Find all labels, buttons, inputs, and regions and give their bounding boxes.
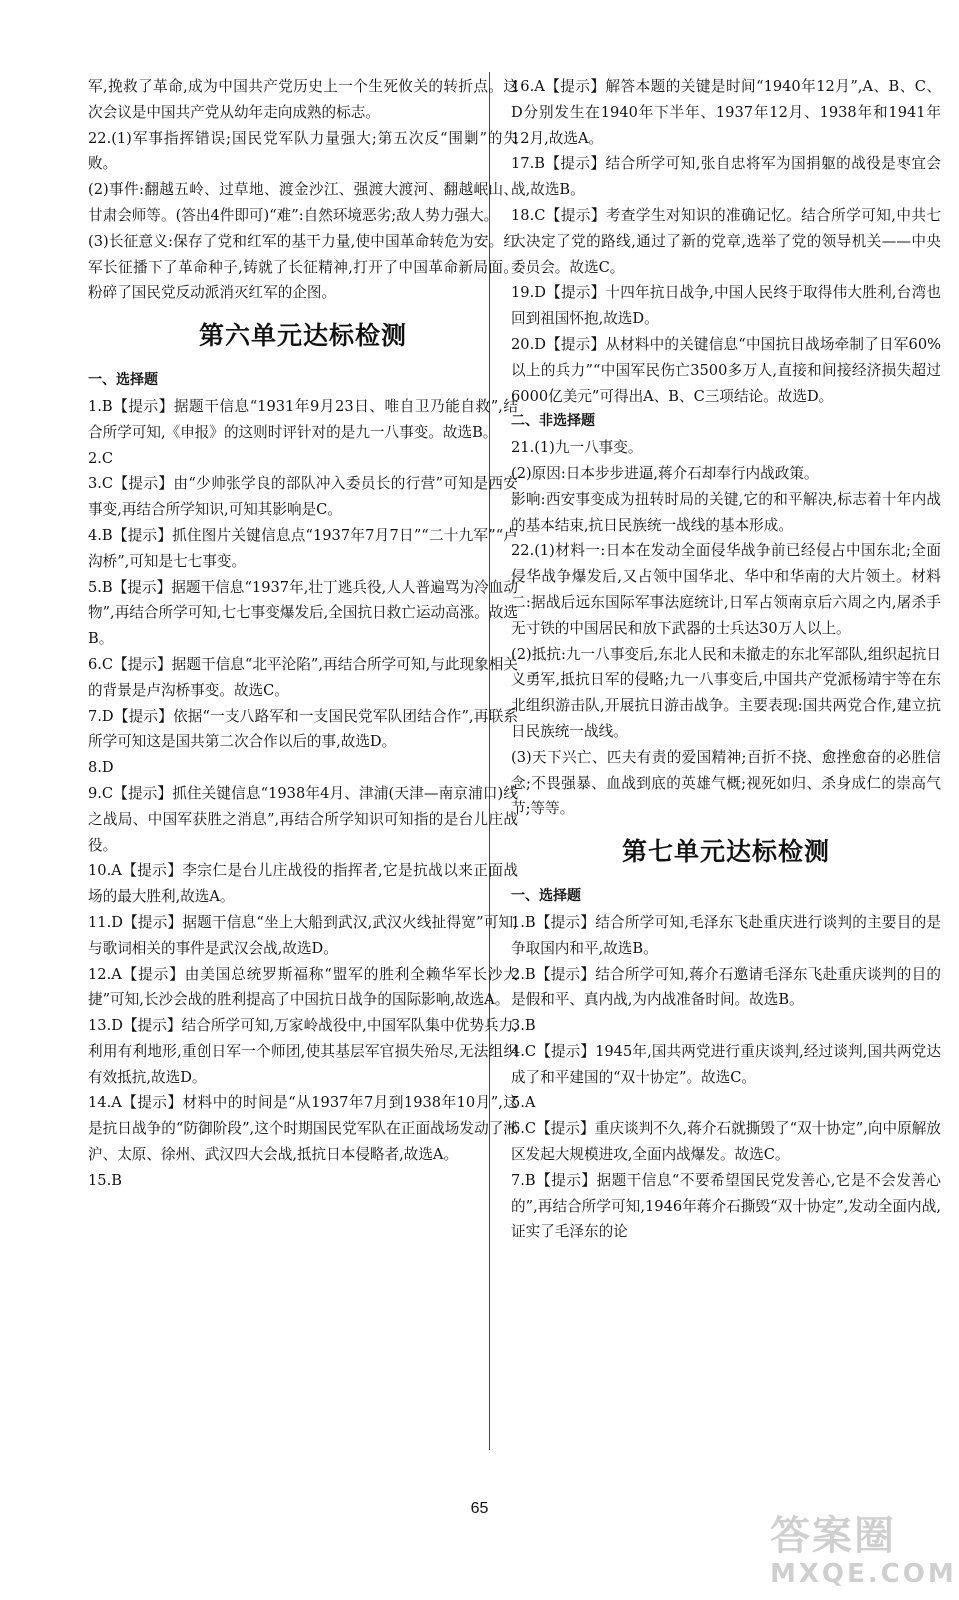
subsection-label: 一、选择题 xyxy=(511,888,581,905)
answer-paragraph: 6.C【提示】重庆谈判不久,蒋介石就撕毁了“双十协定”,向中原解放区发起大规模进攻,全面内战爆发。故选C。 xyxy=(511,1120,941,1164)
answer-paragraph: 22.(1)军事指挥错误;国民党军队力量强大;第五次反“围剿”的失败。 xyxy=(88,129,518,173)
answer-paragraph: 2.C xyxy=(88,449,114,467)
answer-paragraph: 15.B xyxy=(88,1171,122,1189)
answer-paragraph: 17.B【提示】结合所学可知,张自忠将军为国捐躯的战役是枣宜会战,故选B。 xyxy=(511,155,941,199)
answer-paragraph: (3)天下兴亡、匹夫有责的爱国精神;百折不挠、愈挫愈奋的必胜信念;不畏强暴、血战到底的英雄气概;视死如归、杀身成仁的崇高气节;等等。 xyxy=(511,748,941,818)
answer-paragraph: 21.(1)九一八事变。 xyxy=(511,439,643,457)
answer-paragraph: (2)事件:翻越五岭、过草地、渡金沙江、强渡大渡河、翻越岷山、甘肃会师等。(答出4件即可)“难”:自然环境恶劣;敌人势力强大。 xyxy=(88,181,518,224)
answer-paragraph: 19.D【提示】十四年抗日战争,中国人民终于取得伟大胜利,台湾也回到祖国怀抱,故选D。 xyxy=(511,284,941,328)
answer-paragraph: 影响:西安事变成为扭转时局的关键,它的和平解决,标志着十年内战的基本结束,抗日民族统一战线的基本形成。 xyxy=(511,490,941,534)
answer-paragraph: 2.B【提示】结合所学可知,蒋介石邀请毛泽东飞赴重庆谈判的目的是假和平、真内战,为内战准备时间。故选B。 xyxy=(511,965,941,1009)
answer-paragraph: 11.D【提示】据题干信息“坐上大船到武汉,武汉火线扯得宽”可知,与歌词相关的事件是武汉会战,故选D。 xyxy=(88,913,518,957)
answer-paragraph: 16.A【提示】解答本题的关键是时间“1940年12月”,A、B、C、D分别发生在1940年下半年、1937年12月、1938年和1941年12月,故选A。 xyxy=(511,78,941,147)
answer-paragraph: 7.D【提示】依据“一支八路军和一支国民党军队团结合作”,再联系所学可知这是国共第二次合作以后的事,故选D。 xyxy=(88,707,518,751)
answer-paragraph: (3)长征意义:保存了党和红军的基干力量,使中国革命转危为安。红军长征播下了革命种子,铸就了长征精神,打开了中国革命新局面。粉碎了国民党反动派消灭红军的企图。 xyxy=(88,232,518,302)
answer-paragraph: 1.B【提示】结合所学可知,毛泽东飞赴重庆进行谈判的主要目的是争取国内和平,故选B。 xyxy=(511,913,941,957)
answer-paragraph: (2)抵抗:九一八事变后,东北人民和未撤走的东北军部队,组织起抗日义勇军,抵抗日军的侵略;九一八事变后,中国共产党派杨靖宇等在东北组织游击队,开展抗日游击战争。主要表现:国共两党合作,建立抗日民族统一战线。 xyxy=(511,645,941,740)
answer-paragraph: 20.D【提示】从材料中的关键信息“中国抗日战场牵制了日军60%以上的兵力”“中国军民伤亡3500多万人,直接和间接经济损失超过6000亿美元”可得出A、B、C三项结论。故选D。 xyxy=(511,335,941,405)
watermark-logo xyxy=(770,1512,957,1592)
answer-paragraph: 18.C【提示】考查学生对知识的准确记忆。结合所学可知,中共七大决定了党的路线,通过了新的党章,选举了党的领导机关——中央委员会。故选C。 xyxy=(511,206,941,276)
answer-paragraph: 4.B【提示】抓住图片关键信息点“1937年7月7日”“二十九军”“卢沟桥”,可知是七七事变。 xyxy=(88,526,518,570)
answer-paragraph: 8.D xyxy=(88,759,114,777)
answer-paragraph: 10.A【提示】李宗仁是台儿庄战役的指挥者,它是抗战以来正面战场的最大胜利,故选A。 xyxy=(88,862,518,906)
answer-paragraph: 13.D【提示】结合所学可知,万家岭战役中,中国军队集中优势兵力,利用有利地形,重创日军一个师团,使其基层军官损失殆尽,无法组织有效抵抗,故选D。 xyxy=(88,1017,518,1086)
left-column xyxy=(88,74,518,1194)
section-heading: 第六单元达标检测 xyxy=(198,321,407,351)
answer-paragraph: 1.B【提示】据题干信息“1931年9月23日、唯自卫乃能自救”,结合所学可知,《申报》的这则时评针对的是九一八事变。故选B。 xyxy=(88,397,518,441)
answer-paragraph: 军,挽救了革命,成为中国共产党历史上一个生死攸关的转折点。这次会议是中国共产党从幼年走向成熟的标志。 xyxy=(88,78,518,121)
subsection-label: 二、非选择题 xyxy=(511,413,595,430)
right-column xyxy=(511,74,941,1245)
answer-paragraph: 5.B【提示】据题干信息“1937年,壮丁逃兵役,人人普遍骂为冷血动物”,再结合所学可知,七七事变爆发后,全国抗日救亡运动高涨。故选B。 xyxy=(88,578,519,648)
watermark-bottom-text: MXQE.COM xyxy=(770,1559,957,1589)
answer-paragraph: 3.B xyxy=(511,1017,536,1035)
section-heading: 第七单元达标检测 xyxy=(621,837,830,867)
answer-paragraph: (2)原因:日本步步进逼,蒋介石却奉行内战政策。 xyxy=(511,464,819,482)
answer-paragraph: 12.A【提示】由美国总统罗斯福称“盟军的胜利全赖华军长沙大捷”可知,长沙会战的胜利提高了中国抗日战争的国际影响,故选A。 xyxy=(88,965,518,1009)
answer-paragraph: 3.C【提示】由“少帅张学良的部队冲入委员长的行营”可知是西安事变,再结合所学知识,可知其影响是C。 xyxy=(88,475,518,519)
answer-paragraph: 6.C【提示】据题干信息“北平沦陷”,再结合所学可知,与此现象相关的背景是卢沟桥事变。故选C。 xyxy=(88,655,518,699)
answer-paragraph: 5.A xyxy=(511,1094,536,1112)
subsection-label: 一、选择题 xyxy=(88,372,158,389)
page-number: 65 xyxy=(470,1500,489,1517)
answer-paragraph: 7.B【提示】据题干信息“不要希望国民党发善心,它是不会发善心的”,再结合所学可知,1946年蒋介石撕毁“双十协定”,发动全面内战,证实了毛泽东的论 xyxy=(511,1171,941,1241)
answer-paragraph: 14.A【提示】材料中的时间是“从1937年7月到1938年10月”,这是抗日战争的“防御阶段”,这个时期国民党军队在正面战场发动了淞沪、太原、徐州、武汉四大会战,抵抗日本侵略者,故选A。 xyxy=(88,1094,518,1164)
answer-paragraph: 4.C【提示】1945年,国共两党进行重庆谈判,经过谈判,国共两党达成了和平建国的“双十协定”。故选C。 xyxy=(511,1042,941,1086)
answer-paragraph: 22.(1)材料一:日本在发动全面侵华战争前已经侵占中国东北;全面侵华战争爆发后,又占领中国华北、华中和华南的大片领土。材料二:据战后远东国际军事法庭统计,日军占领南京后六周之内,屠杀手无寸铁的中国居民和放下武器的士兵达30万人以上。 xyxy=(511,542,941,637)
answer-paragraph: 9.C【提示】抓住关键信息“1938年4月、津浦(天津—南京浦口)线之战局、中国军获胜之消息”,再结合所学知识可知指的是台儿庄战役。 xyxy=(88,784,518,854)
watermark-top-text: 答案圈 xyxy=(770,1513,896,1559)
